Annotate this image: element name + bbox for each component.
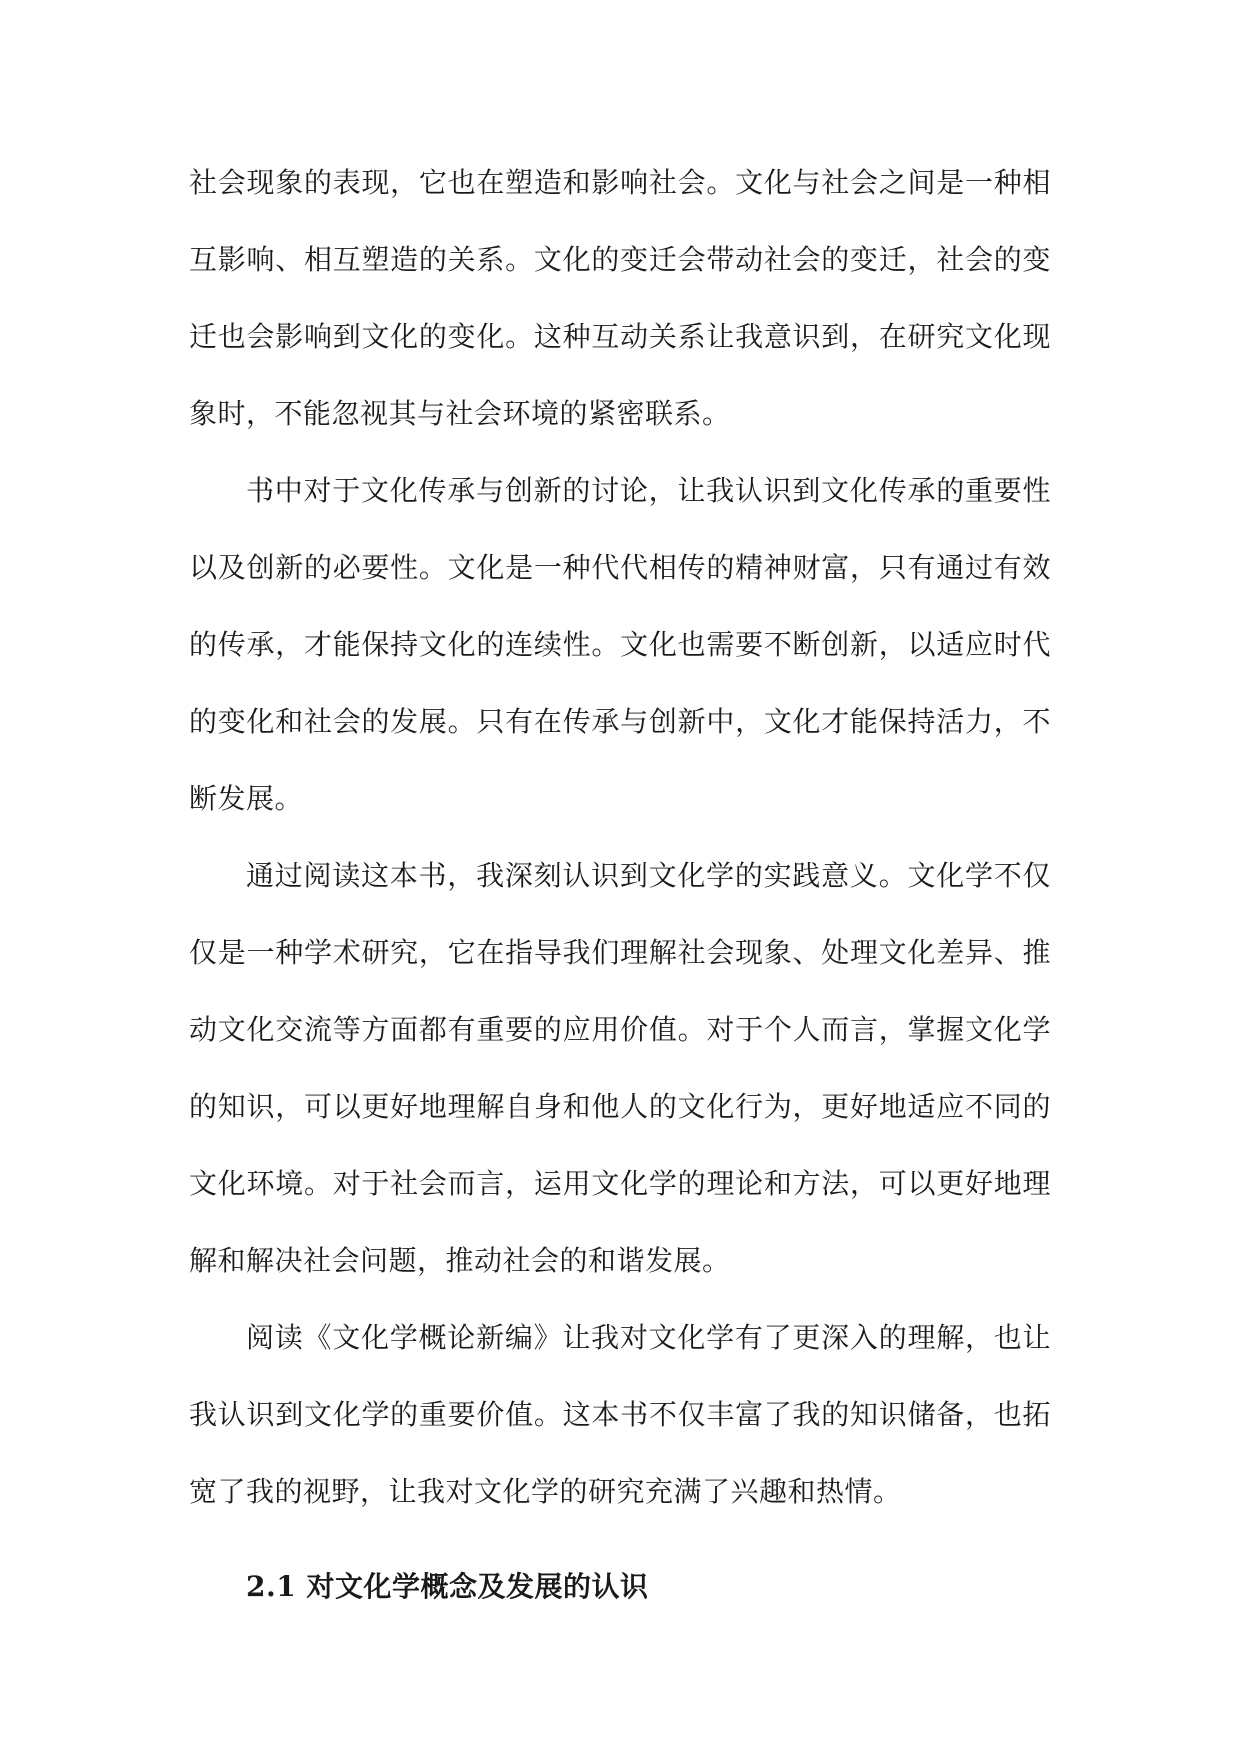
- paragraph-3: 通过阅读这本书，我深刻认识到文化学的实践意义。文化学不仅仅是一种学术研究，它在指导我们理解社会现象、处理文化差异、推动文化交流等方面都有重要的应用价值。对于个人而言，掌握文化学的知识，可以更好地理解自身和他人的文化行为，更好地适应不同的文化环境。对于社会而言，运用文化学的理论和方法，可以更好地理解和解决社会问题，推动社会的和谐发展。: [189, 859, 1051, 1277]
- paragraph-4: 阅读《文化学概论新编》让我对文化学有了更深入的理解，也让我认识到文化学的重要价值。这本书不仅丰富了我的知识储备，也拓宽了我的视野，让我对文化学的研究充满了兴趣和热情。: [189, 1321, 1051, 1508]
- document-body: [189, 144, 1051, 1625]
- paragraph-1: 社会现象的表现，它也在塑造和影响社会。文化与社会之间是一种相互影响、相互塑造的关系。文化的变迁会带动社会的变迁，社会的变迁也会影响到文化的变化。这种互动关系让我意识到，在研究文化现象时，不能忽视其与社会环境的紧密联系。: [189, 166, 1051, 430]
- section-heading: 2.1 对文化学概念及发展的认识: [246, 1570, 649, 1603]
- paragraph-2: 书中对于文化传承与创新的讨论，让我认识到文化传承的重要性以及创新的必要性。文化是一种代代相传的精神财富，只有通过有效的传承，才能保持文化的连续性。文化也需要不断创新，以适应时代的变化和社会的发展。只有在传承与创新中，文化才能保持活力，不断发展。: [189, 474, 1051, 815]
